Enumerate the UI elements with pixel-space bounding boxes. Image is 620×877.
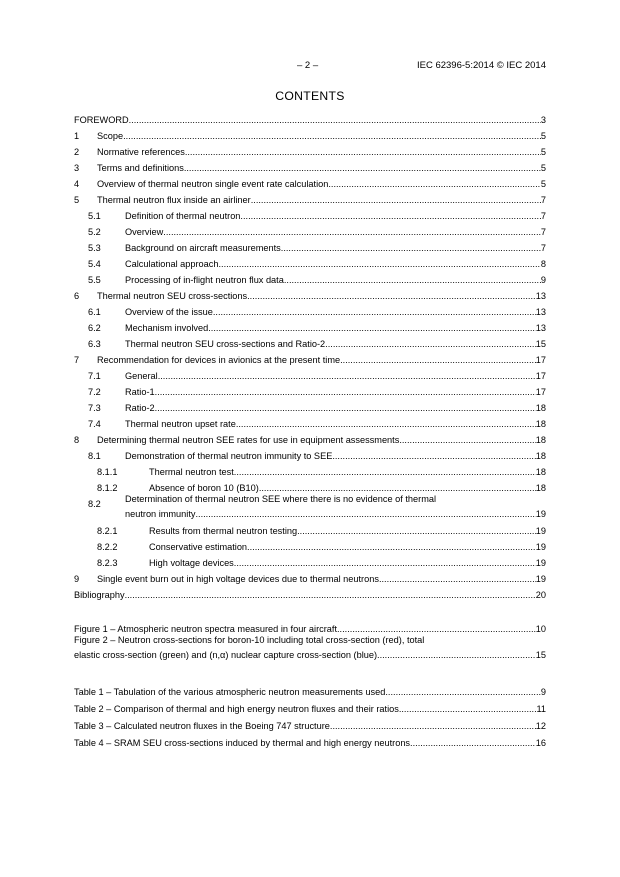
dot-leader <box>234 467 536 478</box>
toc-entry[interactable] <box>74 635 546 661</box>
toc-entry-page: 18 <box>535 467 546 477</box>
toc-entry-page: 5 <box>540 147 546 157</box>
toc-entry[interactable] <box>74 619 546 635</box>
toc-entry-label: Results from thermal neutron testing <box>149 525 298 536</box>
toc-entry-number: 5 <box>74 195 80 205</box>
toc-entry[interactable] <box>74 334 546 350</box>
dot-leader <box>155 403 536 414</box>
dot-leader <box>247 542 536 553</box>
toc-entry-page: 7 <box>540 227 546 237</box>
toc-entry-page: 19 <box>535 573 546 584</box>
toc-entry-label: Recommendation for devices in avionics at the present time <box>97 355 341 365</box>
toc-entry[interactable] <box>74 190 546 206</box>
toc-entry-page: 15 <box>535 650 546 660</box>
toc-entry-label: Thermal neutron upset rate <box>125 419 236 429</box>
toc-entry-number: 8.2 <box>88 499 101 509</box>
dot-leader <box>184 163 541 174</box>
toc-entry-number: 7 <box>74 355 80 365</box>
toc-entry-label: Normative references <box>97 147 185 157</box>
toc-entry[interactable] <box>74 446 546 462</box>
dot-leader <box>284 275 541 286</box>
toc-entry-label: General <box>125 371 158 381</box>
toc-entry[interactable] <box>74 716 546 732</box>
dot-leader <box>195 509 535 520</box>
toc-entry[interactable] <box>74 585 546 601</box>
dot-leader <box>218 259 540 270</box>
toc-entry-number: 5.5 <box>88 275 101 285</box>
toc-entry-number: 8.1 <box>88 451 101 461</box>
dot-leader <box>325 339 536 350</box>
toc-entry-number: 7.2 <box>88 387 101 397</box>
toc-entry-page: 18 <box>535 419 546 429</box>
toc-entry-page: 16 <box>535 738 546 748</box>
toc-entry-page: 15 <box>535 339 546 349</box>
toc-entry-number: 8.1.2 <box>97 483 118 493</box>
toc-entry-label: Determining thermal neutron SEE rates for use in equipment assessments <box>97 435 400 445</box>
toc-entry-number: 6.3 <box>88 339 101 349</box>
toc-entry[interactable] <box>74 126 546 142</box>
toc-entry-label: Single event burn out in high voltage devices due to thermal neutrons <box>97 573 379 584</box>
toc-entry[interactable] <box>74 462 546 478</box>
toc-entry-label: Demonstration of thermal neutron immunity to SEE <box>125 451 333 461</box>
dot-leader <box>236 419 536 430</box>
toc-entry-label: Thermal neutron flux inside an airliner <box>97 195 251 205</box>
toc-entry-page: 10 <box>535 623 546 634</box>
toc-entry-label: Ratio-2 <box>125 403 155 413</box>
toc-entry-label: Overview of the issue <box>125 307 213 317</box>
toc-entry-page: 19 <box>535 557 546 568</box>
toc-entry-number: 5.4 <box>88 259 101 269</box>
toc-entry-label: Bibliography <box>74 589 125 600</box>
toc-entry-page: 5 <box>540 179 546 189</box>
toc-entry-number: 8.2.3 <box>97 557 118 568</box>
standard-reference: IEC 62396-5:2014 © IEC 2014 <box>416 60 546 71</box>
page-number: – 2 – <box>297 60 319 71</box>
toc-entry-number: 2 <box>74 147 80 157</box>
toc-entry[interactable] <box>74 682 546 698</box>
dot-leader <box>337 624 536 635</box>
toc-entry-page: 12 <box>535 721 546 731</box>
toc-entry-page: 19 <box>535 541 546 552</box>
toc-entry-label: Figure 2 – Neutron cross-sections for boron-10 including total cross-section (red), total <box>74 635 425 645</box>
toc-entry[interactable] <box>74 494 546 520</box>
dot-leader <box>240 211 540 222</box>
toc-entry-page: 5 <box>540 131 546 141</box>
toc-entry[interactable] <box>74 286 546 302</box>
toc-entry[interactable] <box>74 158 546 174</box>
toc-entry-number: 3 <box>74 163 80 173</box>
toc-entry-page: 18 <box>535 403 546 413</box>
toc-entry-label: Thermal neutron SEU cross-sections <box>97 291 248 301</box>
toc-entry-page: 13 <box>535 323 546 333</box>
toc-entry-label: Ratio-1 <box>125 387 155 397</box>
toc-entry-label: Processing of in-flight neutron flux data <box>125 275 284 285</box>
toc-entry[interactable] <box>74 142 546 158</box>
dot-leader <box>234 558 536 569</box>
toc-entry[interactable] <box>74 174 546 190</box>
toc-entry-label: Table 1 – Tabulation of the various atmospheric neutron measurements used <box>74 687 386 697</box>
toc-entry-page: 19 <box>535 525 546 536</box>
dot-leader <box>163 227 541 238</box>
dot-leader <box>281 243 541 254</box>
toc-entry[interactable] <box>74 350 546 366</box>
toc-entry-number: 8 <box>74 435 80 445</box>
toc-entry-page: 17 <box>535 355 546 365</box>
toc-entry-label: Table 3 – Calculated neutron fluxes in the Boeing 747 structure <box>74 721 330 731</box>
toc-entry-page: 8 <box>540 259 546 269</box>
toc-entry[interactable] <box>74 110 546 126</box>
toc-entry-page: 3 <box>540 115 546 125</box>
toc-entry-label: Absence of boron 10 (B10) <box>149 483 259 493</box>
page-header <box>74 60 546 74</box>
toc-entry-label: Thermal neutron SEU cross-sections and Ratio-2 <box>125 339 326 349</box>
dot-leader <box>185 147 541 158</box>
toc-entry-label: Table 4 – SRAM SEU cross-sections induced by thermal and high energy neutrons <box>74 738 411 748</box>
toc-entry-page: 7 <box>540 243 546 253</box>
toc-entry-label: FOREWORD <box>74 115 129 125</box>
toc-entry-label: Table 2 – Comparison of thermal and high energy neutron fluxes and their ratios <box>74 704 399 714</box>
toc-entry-label: Definition of thermal neutron <box>125 211 241 221</box>
toc-entry-page: 9 <box>540 275 546 285</box>
dot-leader <box>399 704 537 715</box>
dot-leader <box>297 526 536 537</box>
toc-entry-page: 7 <box>540 211 546 221</box>
toc-entry-number: 6.2 <box>88 323 101 333</box>
dot-leader <box>328 179 541 190</box>
toc-entry-label: Figure 1 – Atmospheric neutron spectra measured in four aircraft <box>74 623 337 634</box>
dot-leader <box>340 355 536 366</box>
toc-entry-label: High voltage devices <box>149 557 234 568</box>
toc-entry-page: 13 <box>535 291 546 301</box>
toc-entry-label: Determination of thermal neutron SEE where there is no evidence of thermal <box>125 494 437 504</box>
toc-entry[interactable] <box>74 382 546 398</box>
toc-entry-number: 8.2.1 <box>97 525 118 536</box>
toc-entry-page: 7 <box>540 195 546 205</box>
dot-leader <box>158 371 536 382</box>
toc-entry[interactable] <box>74 699 546 715</box>
toc-entry-number: 5.1 <box>88 211 101 221</box>
dot-leader <box>385 687 541 698</box>
dot-leader <box>251 195 541 206</box>
toc-entry[interactable] <box>74 553 546 569</box>
toc-entry-number: 5.3 <box>88 243 101 253</box>
toc-entry-number: 8.1.1 <box>97 467 118 477</box>
toc-entry[interactable] <box>74 222 546 238</box>
toc-entry-label-continued: neutron immunity <box>125 509 196 519</box>
dot-leader <box>129 115 541 126</box>
toc-entry-label: Overview of thermal neutron single event rate calculation <box>97 179 329 189</box>
dot-leader <box>259 483 536 494</box>
toc-entry-label: Mechanism involved <box>125 323 209 333</box>
toc-entry-number: 5.2 <box>88 227 101 237</box>
dot-leader <box>410 738 536 749</box>
toc-entry-number: 7.4 <box>88 419 101 429</box>
toc-entry-page: 5 <box>540 163 546 173</box>
toc-entry[interactable] <box>74 478 546 494</box>
toc-entry[interactable] <box>74 366 546 382</box>
toc-entry[interactable] <box>74 238 546 254</box>
dot-leader <box>399 435 535 446</box>
dot-leader <box>332 451 535 462</box>
toc-entry-number: 9 <box>74 573 80 584</box>
toc-entry-number: 1 <box>74 131 80 141</box>
toc-entry[interactable] <box>74 302 546 318</box>
toc-entry-label-continued: elastic cross-section (green) and (n,α) nuclear capture cross-section (blue) <box>74 650 378 660</box>
dot-leader <box>330 721 536 732</box>
toc-entry-page: 17 <box>535 387 546 397</box>
toc-entry[interactable] <box>74 537 546 553</box>
dot-leader <box>379 574 536 585</box>
dot-leader <box>123 131 541 142</box>
dot-leader <box>213 307 536 318</box>
toc-entry-label: Scope <box>97 131 124 141</box>
toc-entry[interactable] <box>74 206 546 222</box>
toc-entry-page: 18 <box>535 435 546 445</box>
toc-entry-number: 7.3 <box>88 403 101 413</box>
toc-entry-label: Calculational approach <box>125 259 219 269</box>
dot-leader <box>377 650 536 661</box>
dot-leader <box>155 387 536 398</box>
toc-entry[interactable] <box>74 270 546 286</box>
dot-leader <box>208 323 536 334</box>
toc-entry-number: 7.1 <box>88 371 101 381</box>
toc-entry[interactable] <box>74 521 546 537</box>
toc-entry[interactable] <box>74 569 546 585</box>
toc-entry-number: 6 <box>74 291 80 301</box>
toc-entry-number: 8.2.2 <box>97 541 118 552</box>
toc-entry[interactable] <box>74 733 546 749</box>
toc-entry-label: Conservative estimation <box>149 541 248 552</box>
toc-entry-page: 9 <box>540 687 546 697</box>
toc-entry[interactable] <box>74 254 546 270</box>
toc-entry-label: Background on aircraft measurements <box>125 243 281 253</box>
toc-entry-page: 19 <box>535 509 546 519</box>
dot-leader <box>247 291 536 302</box>
toc-entry[interactable] <box>74 414 546 430</box>
toc-entry-page: 20 <box>535 589 546 600</box>
toc-entry-number: 4 <box>74 179 80 189</box>
toc-entry-page: 18 <box>535 451 546 461</box>
toc-entry[interactable] <box>74 318 546 334</box>
toc-entry-label: Thermal neutron test <box>149 467 234 477</box>
toc-entry-label: Overview <box>125 227 164 237</box>
toc-entry-page: 13 <box>535 307 546 317</box>
toc-entry-label: Terms and definitions <box>97 163 184 173</box>
dot-leader <box>125 590 536 601</box>
toc-entry-page: 18 <box>535 483 546 493</box>
toc-entry-page: 17 <box>535 371 546 381</box>
contents-title: CONTENTS <box>275 89 345 103</box>
toc-entry-number: 6.1 <box>88 307 101 317</box>
toc-entry[interactable] <box>74 398 546 414</box>
toc-entry[interactable] <box>74 430 546 446</box>
toc-entry-page: 11 <box>536 704 546 714</box>
